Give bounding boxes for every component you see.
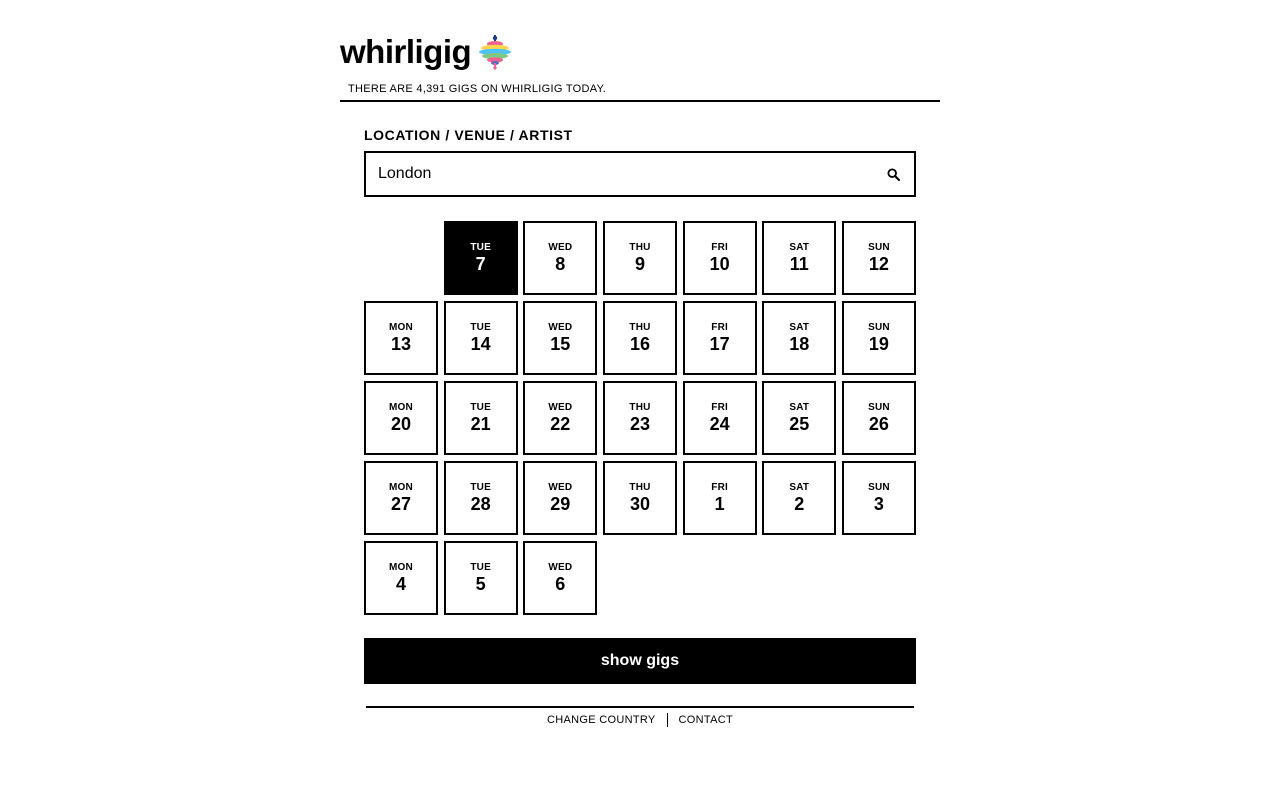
calendar-day[interactable] (762, 461, 836, 535)
calendar-day[interactable] (842, 461, 916, 535)
day-of-week-label: SAT (789, 402, 810, 413)
calendar-day[interactable] (444, 381, 518, 455)
gig-count-tagline: THERE ARE 4,391 GIGS ON WHIRLIGIG TODAY. (348, 83, 607, 95)
calendar-day[interactable] (364, 461, 438, 535)
calendar-day[interactable] (842, 381, 916, 455)
search-icon[interactable] (884, 165, 902, 183)
day-number: 28 (470, 494, 491, 514)
day-of-week-label: THU (629, 242, 651, 253)
header (340, 30, 940, 102)
calendar-day-selected[interactable] (444, 221, 518, 295)
calendar-day[interactable] (523, 541, 597, 615)
day-of-week-label: MON (389, 402, 413, 413)
calendar-day[interactable] (523, 221, 597, 295)
calendar-day[interactable] (603, 221, 677, 295)
calendar-day[interactable] (603, 381, 677, 455)
day-of-week-label: SUN (868, 482, 890, 493)
day-of-week-label: MON (389, 322, 413, 333)
calendar-day[interactable] (842, 301, 916, 375)
calendar-day[interactable] (762, 301, 836, 375)
day-of-week-label: SAT (789, 242, 810, 253)
day-of-week-label: TUE (470, 322, 491, 333)
calendar-day[interactable] (523, 301, 597, 375)
day-number: 19 (868, 334, 889, 354)
day-number: 15 (550, 334, 571, 354)
day-number: 14 (470, 334, 491, 354)
day-of-week-label: THU (629, 482, 651, 493)
day-number: 7 (475, 254, 486, 274)
day-number: 10 (709, 254, 730, 274)
search-input[interactable] (378, 154, 884, 194)
spinning-top-logo-icon (477, 34, 513, 70)
day-number: 23 (629, 414, 650, 434)
footer-separator (667, 713, 668, 727)
day-number: 18 (789, 334, 810, 354)
day-of-week-label: SAT (789, 322, 810, 333)
calendar-day[interactable] (762, 381, 836, 455)
day-number: 21 (470, 414, 491, 434)
calendar-day[interactable] (364, 381, 438, 455)
day-of-week-label: TUE (470, 402, 491, 413)
day-number: 25 (789, 414, 810, 434)
day-of-week-label: FRI (711, 482, 728, 493)
calendar-day[interactable] (444, 541, 518, 615)
calendar-day[interactable] (842, 221, 916, 295)
show-gigs-button[interactable]: show gigs (364, 638, 916, 684)
footer-divider (366, 706, 914, 708)
calendar-day[interactable] (603, 301, 677, 375)
day-of-week-label: TUE (470, 242, 491, 253)
day-number: 11 (789, 254, 809, 274)
brand-name[interactable]: whirligig (340, 33, 472, 70)
calendar-day[interactable] (683, 381, 757, 455)
day-number: 1 (714, 494, 725, 514)
search-box[interactable] (364, 151, 916, 197)
day-number: 30 (629, 494, 650, 514)
calendar-day[interactable] (444, 301, 518, 375)
footer (364, 712, 916, 728)
day-of-week-label: SUN (868, 322, 890, 333)
calendar-day[interactable] (683, 461, 757, 535)
day-of-week-label: MON (389, 562, 413, 573)
day-number: 2 (794, 494, 805, 514)
day-number: 20 (390, 414, 412, 434)
day-of-week-label: WED (548, 322, 573, 333)
day-number: 13 (390, 334, 412, 354)
day-of-week-label: WED (548, 402, 573, 413)
contact-link[interactable]: CONTACT (678, 714, 733, 726)
day-of-week-label: FRI (711, 322, 728, 333)
day-of-week-label: TUE (470, 562, 491, 573)
day-of-week-label: WED (548, 482, 573, 493)
day-of-week-label: SUN (868, 402, 890, 413)
day-of-week-label: SUN (868, 242, 890, 253)
day-of-week-label: THU (629, 402, 651, 413)
day-number: 9 (634, 254, 645, 274)
day-number: 3 (873, 494, 884, 514)
day-of-week-label: WED (548, 562, 573, 573)
calendar-day[interactable] (523, 461, 597, 535)
calendar-day[interactable] (762, 221, 836, 295)
calendar-day[interactable] (364, 301, 438, 375)
day-number: 5 (475, 574, 486, 594)
day-number: 12 (868, 254, 889, 274)
day-number: 16 (629, 334, 650, 354)
calendar-day[interactable] (683, 301, 757, 375)
date-picker-calendar (364, 221, 916, 615)
day-number: 22 (550, 414, 571, 434)
calendar-day[interactable] (683, 221, 757, 295)
day-of-week-label: THU (629, 322, 651, 333)
calendar-day[interactable] (364, 541, 438, 615)
day-of-week-label: FRI (711, 242, 728, 253)
day-number: 29 (550, 494, 571, 514)
day-number: 17 (709, 334, 730, 354)
day-of-week-label: FRI (711, 402, 728, 413)
search-section (364, 126, 916, 197)
day-number: 6 (555, 574, 566, 594)
day-of-week-label: MON (389, 482, 413, 493)
calendar-empty-cell (364, 221, 438, 295)
day-number: 27 (390, 494, 412, 514)
calendar-day[interactable] (603, 461, 677, 535)
day-number: 24 (709, 414, 730, 434)
day-number: 26 (868, 414, 889, 434)
day-of-week-label: SAT (789, 482, 810, 493)
brand[interactable] (340, 30, 940, 74)
day-number: 4 (395, 574, 406, 594)
change-country-link[interactable]: CHANGE COUNTRY (547, 714, 656, 726)
header-divider (340, 100, 940, 102)
calendar-day[interactable] (444, 461, 518, 535)
day-number: 8 (555, 254, 566, 274)
calendar-day[interactable] (523, 381, 597, 455)
search-label: LOCATION / VENUE / ARTIST (364, 127, 573, 143)
day-of-week-label: TUE (470, 482, 491, 493)
day-of-week-label: WED (548, 242, 573, 253)
